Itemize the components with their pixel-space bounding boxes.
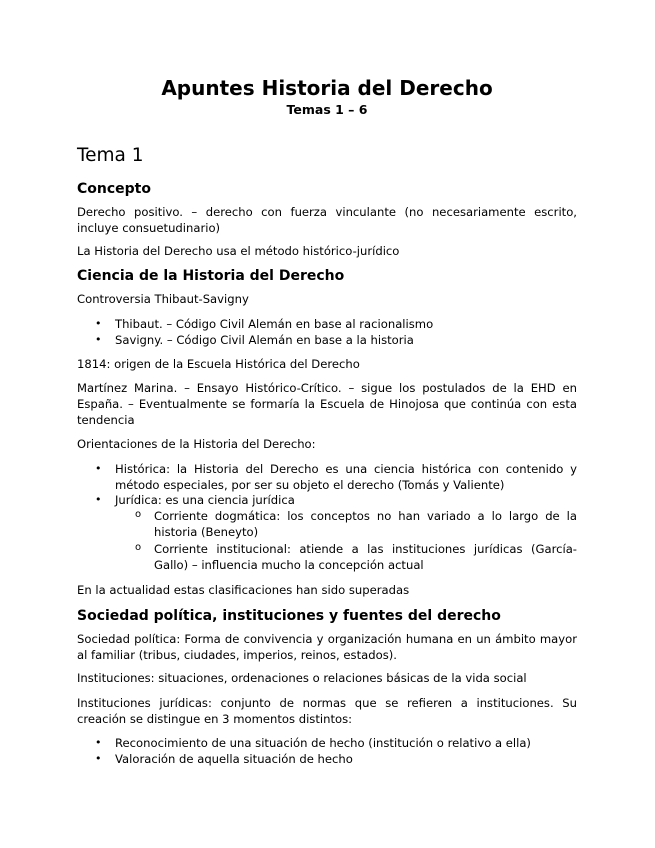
circle-bullet-icon: o	[135, 542, 142, 553]
bullet-icon: •	[95, 752, 102, 765]
bullet-icon: •	[95, 493, 102, 506]
list-item-text: Jurídica: es una ciencia jurídica	[115, 493, 295, 507]
ciencia-paragraph-2: 1814: origen de la Escuela Histórica del Derecho	[77, 357, 360, 371]
bullet-icon: •	[95, 317, 102, 330]
concepto-heading: Concepto	[77, 181, 151, 197]
bullet-icon: •	[95, 736, 102, 749]
ciencia-paragraph-1: Controversia Thibaut-Savigny	[77, 292, 249, 306]
list-item-text: Reconocimiento de una situación de hecho (institución o relativo a ella)	[115, 736, 531, 750]
sociedad-paragraph-1: Sociedad política: Forma de convivencia y organización humana en un ámbito mayor al familiar (tribus, ciudades, imperios, reinos, estados).	[77, 632, 577, 662]
sociedad-heading: Sociedad política, instituciones y fuentes del derecho	[77, 608, 501, 624]
document-subtitle: Temas 1 – 6	[286, 102, 368, 117]
sociedad-paragraph-3: Instituciones jurídicas: conjunto de normas que se refieren a instituciones. Su creación se distingue en 3 momentos distintos:	[77, 696, 577, 726]
sociedad-paragraph-2: Instituciones: situaciones, ordenaciones o relaciones básicas de la vida social	[77, 671, 527, 685]
concepto-paragraph-1: Derecho positivo. – derecho con fuerza vinculante (no necesariamente escrito, incluye consuetudinario)	[77, 205, 577, 235]
bullet-icon: •	[95, 462, 102, 475]
sub-list-item-text: Corriente dogmática: los conceptos no han variado a lo largo de la historia (Beneyto)	[154, 509, 577, 539]
list-item-text: Savigny. – Código Civil Alemán en base a la historia	[115, 333, 414, 347]
ciencia-heading: Ciencia de la Historia del Derecho	[77, 268, 345, 284]
bullet-icon: •	[95, 333, 102, 346]
list-item-text: Histórica: la Historia del Derecho es una ciencia histórica con contenido y método especiales, por ser su objeto el derecho (Tomás y Valiente)	[115, 462, 577, 492]
circle-bullet-icon: o	[135, 509, 142, 520]
document-title: Apuntes Historia del Derecho	[161, 76, 493, 100]
list-item-text: Thibaut. – Código Civil Alemán en base al racionalismo	[115, 317, 434, 331]
sub-list-item-text: Corriente institucional: atiende a las instituciones jurídicas (García-Gallo) – influencia mucho la concepción actual	[154, 542, 577, 572]
ciencia-paragraph-4: Orientaciones de la Historia del Derecho:	[77, 437, 316, 451]
list-item-text: Valoración de aquella situación de hecho	[115, 752, 353, 766]
ciencia-paragraph-3: Martínez Marina. – Ensayo Histórico-Crítico. – sigue los postulados de la EHD en España. – Eventualmente se formaría la Escuela de Hinojosa que continúa con esta tendencia	[77, 381, 577, 427]
concepto-paragraph-2: La Historia del Derecho usa el método histórico-jurídico	[77, 244, 400, 258]
tema-heading: Tema 1	[77, 145, 144, 166]
ciencia-paragraph-5: En la actualidad estas clasificaciones han sido superadas	[77, 583, 410, 597]
